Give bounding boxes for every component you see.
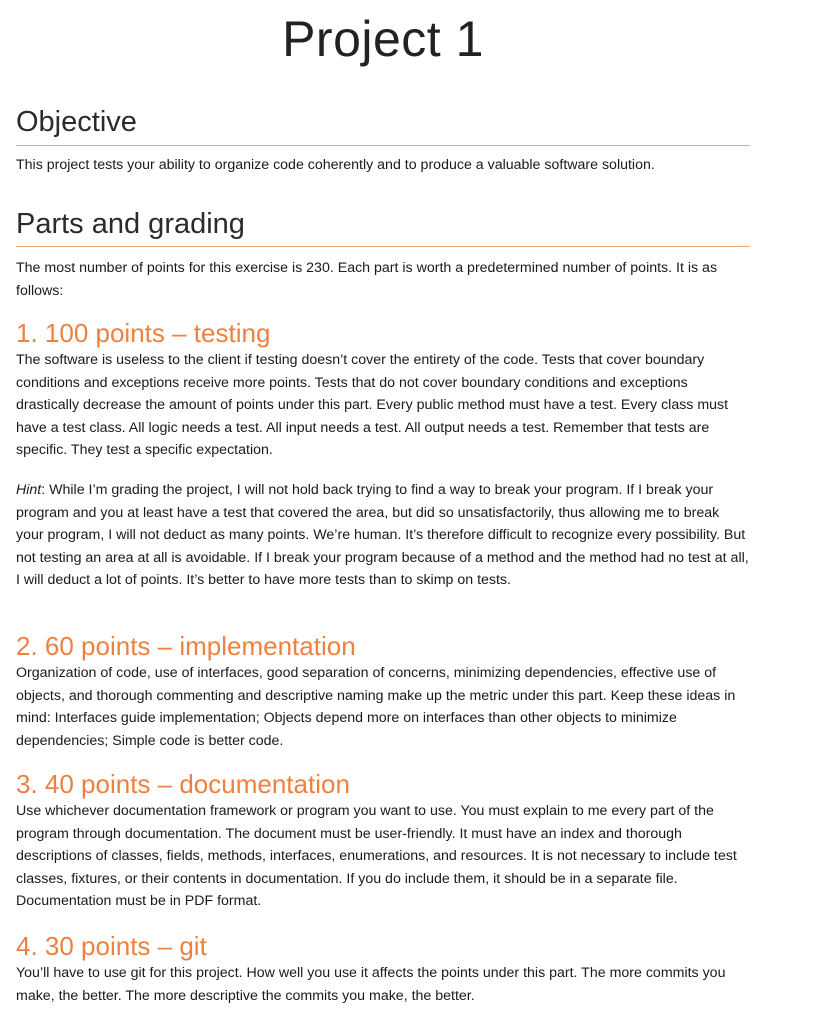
hint-text: : While I’m grading the project, I will not hold back trying to find a way to break your program. If I break your program and you at least have a test that covered the area, but did so unsatisfactorily, thus allowing me to break your program, I will not deduct as many points. We’re human. It’s therefore difficult to recognize every possibility. But not testing an area at all is avoidable. If I break your program because of a method and the method had no test at all, I will deduct a lot of points. It’s better to have more tests than to skimp on tests. [16,482,749,589]
section-git-heading: 4. 30 points – git [16,931,207,961]
section-documentation-text: Use whichever documentation framework or program you want to use. You must explain to me every part of the program through documentation. The document must be user-friendly. It must have an index and thorough descriptions of classes, fields, methods, interfaces, enumerations, and resources. It is not necessary to include test classes, fixtures, or their contents in documentation. If you do include them, it should be in a separate file. Documentation must be in PDF format. [16,803,737,910]
parts-divider [16,246,750,247]
section-testing-heading: 1. 100 points – testing [16,318,271,348]
document-title: Project 1 [282,11,484,67]
parts-intro: The most number of points for this exercise is 230. Each part is worth a predetermined number of points. It is as follows: [16,260,718,299]
objective-heading: Objective [16,106,137,138]
section-git-text: You’ll have to use git for this project. How well you use it affects the points under this part. The more commits you make, the better. The more descriptive the commits you make, the better. [16,965,726,1004]
parts-heading: Parts and grading [16,208,245,240]
section-documentation-heading: 3. 40 points – documentation [16,769,350,799]
section-implementation-heading: 2. 60 points – implementation [16,631,356,661]
hint-label: Hint [16,482,42,498]
section-implementation-text: Organization of code, use of interfaces, good separation of concerns, minimizing dependencies, effective use of objects, and thorough commenting and descriptive naming make up the metric under this part. Keep these ideas in mind: Interfaces guide implementation; Objects depend more on interfaces than other objects to minimize dependencies; Simple code is better code. [16,665,736,749]
objective-text: This project tests your ability to organize code coherently and to produce a valuable software solution. [16,157,655,173]
section-testing-hint [16,479,750,592]
section-testing-text: The software is useless to the client if testing doesn’t cover the entirety of the code. Tests that cover boundary conditions and exceptions receive more points. Tests that do not cover boundary conditions and exceptions drastically decrease the amount of points under this part. Every public method must have a test. Every class must have a test class. All logic needs a test. All input needs a test. All output needs a test. Remember that tests are specific. They test a specific expectation. [16,352,729,459]
objective-divider [16,145,750,146]
